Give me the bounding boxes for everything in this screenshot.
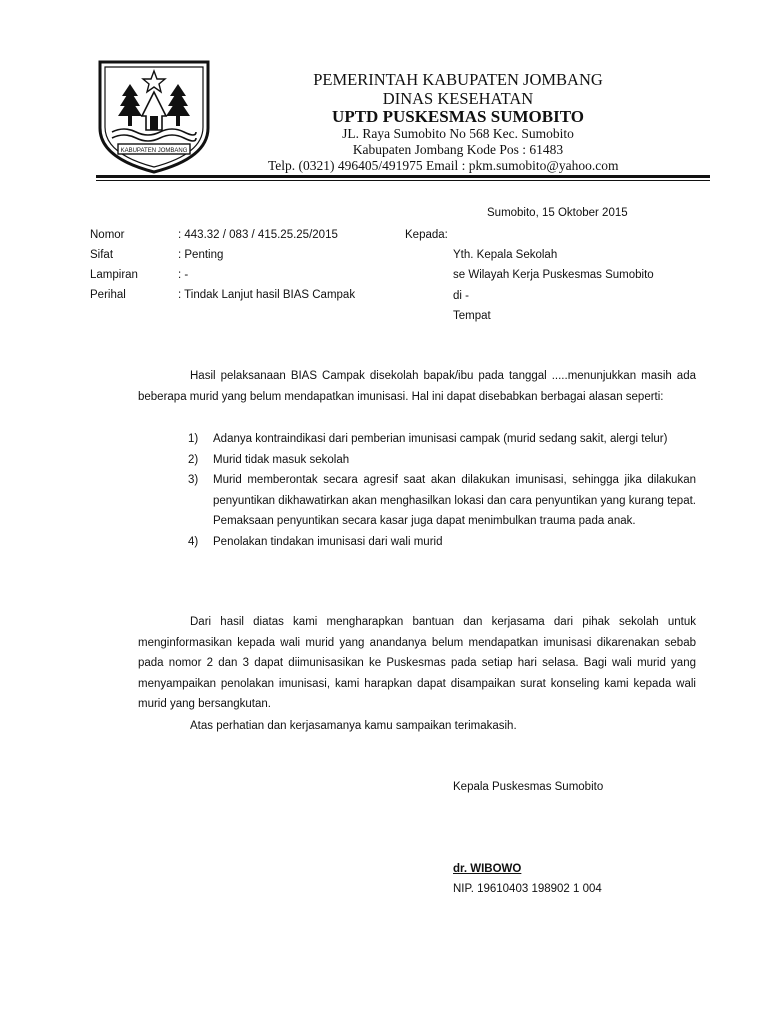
institution-name: UPTD PUSKESMAS SUMOBITO bbox=[332, 107, 584, 126]
list-item-number: 3) bbox=[188, 474, 199, 486]
government-name: PEMERINTAH KABUPATEN JOMBANG bbox=[313, 70, 603, 89]
meta-value-sifat: : Penting bbox=[178, 249, 224, 261]
postal-line: Kabupaten Jombang Kode Pos : 61483 bbox=[352, 142, 564, 157]
list-item-number: 1) bbox=[188, 433, 199, 445]
meta-label-sifat: Sifat bbox=[90, 249, 114, 261]
list-item bbox=[188, 470, 696, 532]
list-item-text: Penolakan tindakan imunisasi dari wali murid bbox=[213, 535, 443, 548]
list-item-text: Adanya kontraindikasi dari pemberian imunisasi campak (murid sedang sakit, alergi telur) bbox=[213, 433, 668, 445]
meta-value-perihal: : Tindak Lanjut hasil BIAS Campak bbox=[178, 289, 356, 301]
recipient-heading: Kepada: bbox=[405, 229, 448, 241]
reasons-list bbox=[188, 429, 696, 552]
signatory-nip: NIP. 19610403 198902 1 004 bbox=[453, 883, 602, 895]
list-item bbox=[188, 450, 696, 471]
body-paragraph: Dari hasil diatas kami mengharapkan bantuan dan kerjasama dari pihak sekolah untuk menginformasikan kepada wali murid yang anandanya belum mendapatkan imunisasi dikarenakan sebab pada nomor 2 dan 3 dapat diimunisasikan ke Puskesmas pada setiap hari selasa. Bagi wali murid yang menyampaikan penolakan imunisasi, kami harapkan dapat disampaikan surat konseling kami kepada wali murid yang bersangkutan. bbox=[138, 616, 696, 710]
address-line: JL. Raya Sumobito No 568 Kec. Sumobito bbox=[342, 126, 574, 141]
letter-date: Sumobito, 15 Oktober 2015 bbox=[487, 207, 628, 219]
meta-value-lampiran: : - bbox=[178, 269, 189, 281]
letterhead-rule-thin bbox=[96, 180, 710, 181]
list-item bbox=[188, 429, 696, 450]
contact-line: Telp. (0321) 496405/491975 Email : pkm.sumobito@yahoo.com bbox=[268, 158, 619, 173]
list-item-number: 4) bbox=[188, 535, 199, 548]
list-item-text: Murid tidak masuk sekolah bbox=[213, 453, 350, 466]
signatory-title: Kepala Puskesmas Sumobito bbox=[453, 781, 604, 793]
letterhead-rule-thick bbox=[96, 175, 710, 178]
meta-label-nomor: Nomor bbox=[90, 229, 125, 241]
recipient-line: di - bbox=[453, 290, 469, 302]
recipient-line: Yth. Kepala Sekolah bbox=[453, 249, 558, 261]
list-item-number: 2) bbox=[188, 453, 199, 466]
list-item bbox=[188, 532, 696, 553]
signatory-name: dr. WIBOWO bbox=[453, 863, 522, 875]
meta-label-perihal: Perihal bbox=[90, 289, 126, 301]
recipient-line: Tempat bbox=[453, 310, 491, 322]
recipient-line: se Wilayah Kerja Puskesmas Sumobito bbox=[453, 269, 654, 281]
meta-label-lampiran: Lampiran bbox=[90, 269, 138, 281]
meta-value-nomor: : 443.32 / 083 / 415.25.25/2015 bbox=[178, 229, 338, 241]
closing-line: Atas perhatian dan kerjasamanya kamu sampaikan terimakasih. bbox=[190, 720, 517, 732]
body-paragraph: Hasil pelaksanaan BIAS Campak disekolah bapak/ibu pada tanggal .....menunjukkan masih ada beberapa murid yang belum mendapatkan imunisasi. Hal ini dapat disebabkan berbagai alasan seperti: bbox=[138, 370, 696, 403]
department-name: DINAS KESEHATAN bbox=[382, 89, 534, 108]
list-item-text: Murid memberontak secara agresif saat akan dilakukan imunisasi, sehingga jika dilakukan penyuntikan dikhawatirkan akan menghasilkan lokasi dan cara penyuntikan yang kurang tepat. Pemaksaan penyuntikan secara kasar juga dapat menimbulkan trauma pada anak. bbox=[213, 474, 696, 527]
logo-ribbon-text: KABUPATEN JOMBANG bbox=[120, 148, 188, 154]
